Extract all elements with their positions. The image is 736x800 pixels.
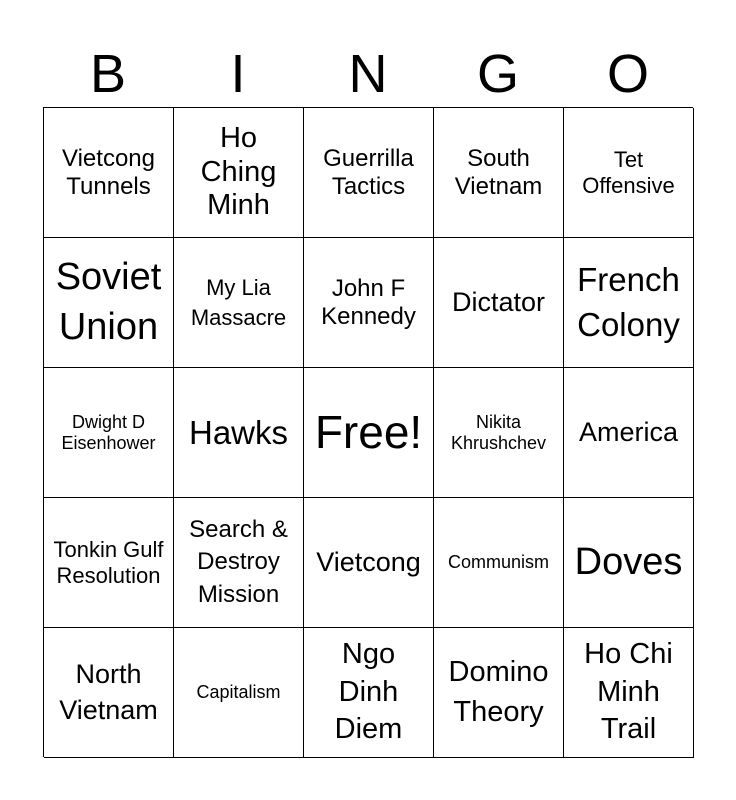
cell-text: South Vietnam bbox=[454, 144, 543, 200]
cell-text: Vietcong bbox=[316, 546, 421, 577]
free-space-text: Free! bbox=[314, 406, 423, 459]
cell-text: Guerrilla Tactics bbox=[323, 144, 414, 200]
bingo-cell[interactable] bbox=[434, 628, 564, 758]
bingo-board bbox=[43, 107, 693, 757]
bingo-cell[interactable] bbox=[304, 628, 434, 758]
header-letter-i: I bbox=[230, 44, 246, 104]
cell-text: Search & Destroy Mission bbox=[189, 515, 288, 608]
cell-text: Vietcong Tunnels bbox=[62, 144, 155, 200]
bingo-cell[interactable] bbox=[564, 368, 694, 498]
bingo-cell[interactable] bbox=[304, 108, 434, 238]
header-letter-n: N bbox=[348, 44, 388, 104]
cell-text: French Colony bbox=[577, 260, 680, 343]
cell-text: Ngo Dinh Diem bbox=[334, 637, 403, 746]
cell-text: My Lia Massacre bbox=[190, 274, 287, 330]
bingo-cell[interactable] bbox=[564, 498, 694, 628]
cell-text: Nikita Khrushchev bbox=[450, 411, 547, 453]
bingo-cell[interactable] bbox=[304, 368, 434, 498]
bingo-cell[interactable] bbox=[434, 108, 564, 238]
bingo-cell[interactable] bbox=[434, 498, 564, 628]
bingo-cell[interactable] bbox=[174, 238, 304, 368]
bingo-cell[interactable] bbox=[44, 628, 174, 758]
bingo-cell[interactable] bbox=[304, 498, 434, 628]
header-letter-g: G bbox=[476, 44, 519, 104]
cell-text: Communism bbox=[447, 552, 549, 573]
cell-text: North Vietnam bbox=[59, 659, 158, 725]
cell-text: Soviet Union bbox=[55, 256, 162, 348]
cell-text: Domino Theory bbox=[448, 656, 549, 728]
bingo-cell[interactable] bbox=[44, 498, 174, 628]
bingo-cell[interactable] bbox=[564, 628, 694, 758]
header-letter-o: O bbox=[606, 44, 649, 104]
bingo-cell[interactable] bbox=[434, 238, 564, 368]
cell-text: America bbox=[578, 416, 679, 447]
cell-text: Tonkin Gulf Resolution bbox=[53, 537, 164, 588]
bingo-cell[interactable] bbox=[174, 108, 304, 238]
cell-text: Hawks bbox=[188, 413, 289, 451]
bingo-cell[interactable] bbox=[564, 238, 694, 368]
bingo-cell[interactable] bbox=[44, 238, 174, 368]
bingo-cell[interactable] bbox=[304, 238, 434, 368]
bingo-cell[interactable] bbox=[174, 498, 304, 628]
cell-text: Dictator bbox=[451, 286, 546, 317]
bingo-cell[interactable] bbox=[174, 368, 304, 498]
bingo-cell[interactable] bbox=[564, 108, 694, 238]
bingo-cell[interactable] bbox=[174, 628, 304, 758]
bingo-cell[interactable] bbox=[44, 108, 174, 238]
cell-text: Ho Ching Minh bbox=[200, 122, 277, 222]
cell-text: Ho Chi Minh Trail bbox=[584, 637, 673, 746]
cell-text: Tet Offensive bbox=[582, 147, 675, 198]
header-letter-b: B bbox=[89, 44, 127, 104]
cell-text: Dwight D Eisenhower bbox=[61, 411, 156, 453]
cell-text: John F Kennedy bbox=[321, 274, 416, 330]
bingo-cell[interactable] bbox=[434, 368, 564, 498]
cell-text: Capitalism bbox=[196, 682, 281, 703]
bingo-header bbox=[43, 40, 693, 108]
bingo-cell[interactable] bbox=[44, 368, 174, 498]
cell-text: Doves bbox=[574, 540, 683, 583]
